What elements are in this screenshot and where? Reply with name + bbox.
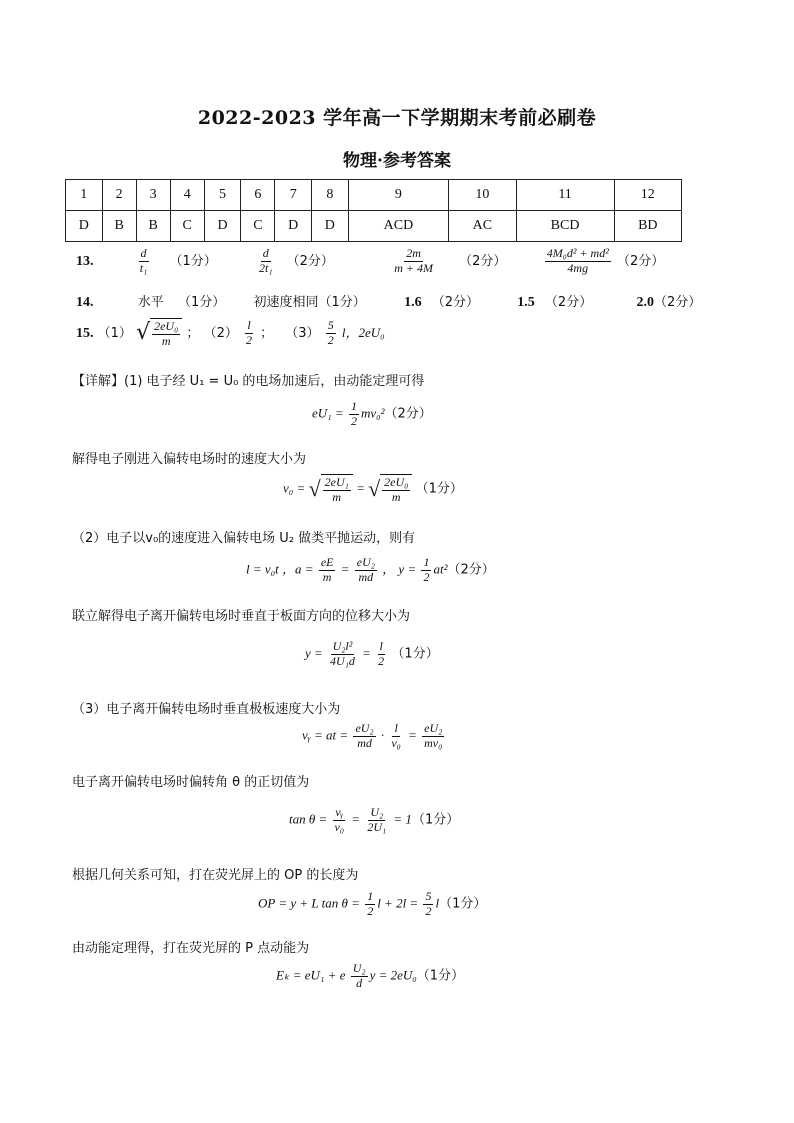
q13-answer-1: $\frac{d}{\text{t₁}}$ [139,246,148,275]
detail-equation-1: eU₁ = $\frac{1}{2}$ mv₀²（2分） [312,399,432,428]
question-number-cell: 4 [170,180,204,211]
document-subtitle: 物理·参考答案 [343,151,451,171]
answer-cell: ACD [348,211,449,242]
answer-cell: D [204,211,241,242]
detail-equation-7: OP = y + L tan θ = $\frac{1}{2}$ l + 2l = $\frac{5}{2}$ l（1分） [258,889,487,918]
question-14-line: 14. 水平 （1分） 初速度相同（1分） 1.6 （2分） 1.5 （2分） 2.0（2分） [76,295,702,310]
question-number-cell: 9 [348,180,449,211]
q13-answer-4: $\frac{\text{4M₀d² + md²}}{4mg}$ [546,246,609,275]
q15-answer-3: $\frac{5}{2}$ [327,318,334,347]
answer-cell: D [312,211,349,242]
detail-step-7: 根据几何关系可知，打在荧光屏上的 OP 的长度为 [72,868,359,883]
question-number-cell: 12 [614,180,681,211]
answer-table [65,179,682,242]
answer-cell: B [136,211,170,242]
question-number-cell: 8 [312,180,349,211]
document-title: 2022-2023 学年高一下学期期末考前必刷卷 [197,107,597,129]
question-15-label: 15. [76,325,94,341]
question-14-label: 14. [76,295,94,310]
question-13-label: 13. [76,253,94,269]
q13-answer-2: $\frac{d}{\text{2t₁}}$ [259,246,273,275]
detail-step-8: 由动能定理得，打在荧光屏的 P 点动能为 [72,941,310,956]
answer-cell: BCD [516,211,614,242]
detail-equation-6: tan θ = $\frac{\text{vᵧ}}{\text{v₀}}$ = $\frac{\text{U₂}}{\text{2U₁}}$ = 1（1分） [289,805,460,834]
detail-equation-2: v₀ = √ $\frac{\text{2eU₁}}{m}$ = √ $\frac{\text{2eU₀}}{m}$ （1分） [283,475,463,504]
detail-step-4: 联立解得电子离开偏转电场时垂直于板面方向的位移大小为 [72,609,411,624]
question-number-cell: 1 [66,180,103,211]
detail-equation-4: y = $\frac{\text{U₂l²}}{\text{4U₁d}}$ = $\frac{l}{2}$ （1分） [305,639,439,668]
detail-equation-3: l = v₀t ，a = $\frac{eE}{m}$ = $\frac{\text{eU₂}}{md}$ ， y = $\frac{1}{2}$ at²（2分） [246,555,495,584]
answer-cell: C [241,211,275,242]
answer-table-answer-row [66,211,682,242]
q13-answer-3: $\frac{2m}{m + 4M}$ [394,246,433,275]
question-number-cell: 11 [516,180,614,211]
detail-step-1: 【详解】(1) 电子经 U₁ = U₀ 的电场加速后，由动能定理可得 [72,374,425,389]
q15-answer-1: √ $\frac{\text{2eU₀}}{m}$ [136,318,182,349]
answer-cell: AC [449,211,516,242]
question-number-cell: 7 [275,180,312,211]
detail-step-5: （3）电子离开偏转电场时垂直极板速度大小为 [72,702,341,717]
question-15-line: 15. （1） √ $\frac{\text{2eU₀}}{m}$ ； （2） $\frac{l}{2}$ ； （3） $\frac{5}{2}$ l，2eU₀ [76,318,385,348]
answer-cell: D [66,211,103,242]
answer-cell: BD [614,211,681,242]
detail-step-6: 电子离开偏转电场时偏转角 θ 的正切值为 [72,775,310,790]
answer-table-number-row [66,180,682,211]
question-number-cell: 3 [136,180,170,211]
q15-answer-2: $\frac{l}{2}$ [245,318,252,347]
question-number-cell: 2 [102,180,136,211]
question-number-cell: 5 [204,180,241,211]
answer-cell: D [275,211,312,242]
detail-equation-8: Eₖ = eU₁ + e $\frac{\text{U₂}}{d}$ y = 2eU₀（1分） [276,961,465,990]
question-number-cell: 6 [241,180,275,211]
question-13-line: 13. $\frac{d}{\text{t₁}}$ （1分） $\frac{d}{\text{2t₁}}$ （2分） $\frac{2m}{m + 4M}$ （2分） $\frac{\text{4M₀d² + md²}}{4mg}$ （2分） [76,246,665,275]
question-number-cell: 10 [449,180,516,211]
answer-cell: C [170,211,204,242]
answer-cell: B [102,211,136,242]
detail-step-2: 解得电子刚进入偏转电场时的速度大小为 [72,452,307,467]
detail-equation-5: vᵧ = at = $\frac{\text{eU₂}}{md}$ · $\frac{l}{\text{v₀}}$ = $\frac{\text{eU₂}}{\text{mv₀}}$ [302,721,443,750]
detail-step-3: （2）电子以v₀的速度进入偏转电场 U₂ 做类平抛运动，则有 [72,531,416,546]
